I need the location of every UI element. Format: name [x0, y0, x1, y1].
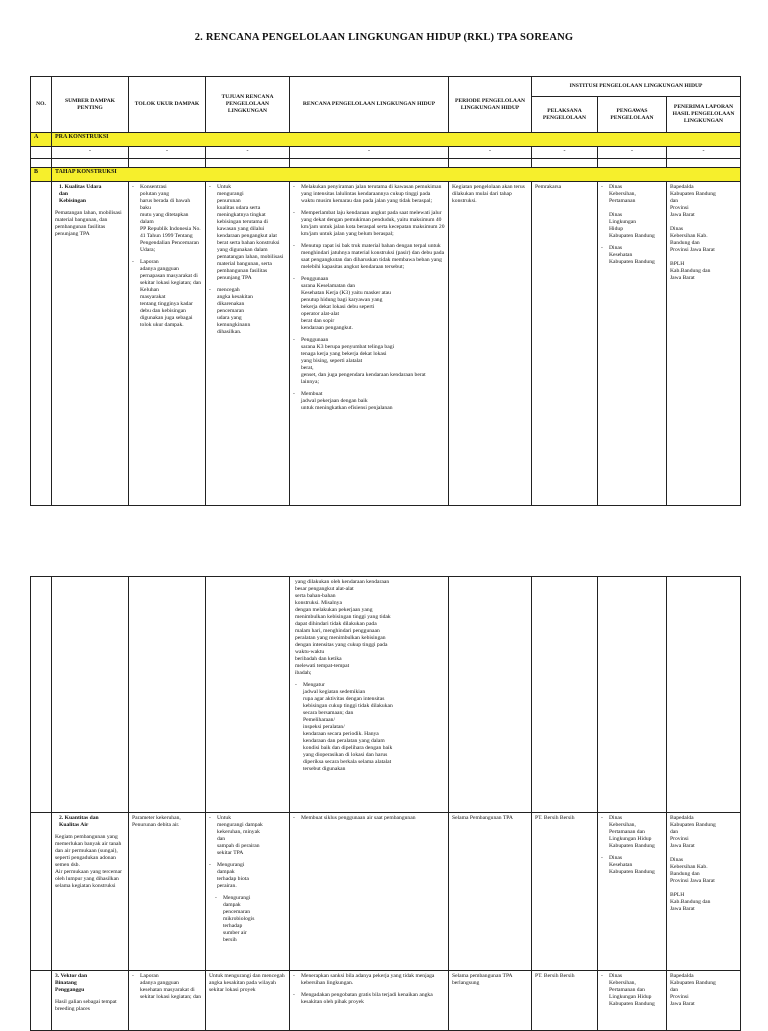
section-row-a — [31, 133, 741, 147]
rencana-cell: - Melakukan penyiraman jalan terutama di kawasan pemukiman yang intensitas lalulintas kendaraannya cukup tinggi pada waktu musim kemarau dan pada jalan yang tidak beraspal; - Memperlambat laju kendaraan angkut pada saat melewati jalur yang dekat dengan pemukiman penduduk, yaitu maksimum 40 km/jam untuk jalan kota beraspal serta kecepatan maksimum 20 km/jam untuk jalan yang belum beraspal; - Menutup rapat isi bak truk material bahan dengan terpal untuk menghindari jatuhnya material konstruksi (pasir) dan debu pada saat pengangkutan dan diharuskan tidak membawa beban yang melebihi kapasitas angkut kendaraan tersebut; - Penggunaan sarana Keselamatan dan Kesehatan Kerja (K3) yaitu masker atau penutup hidung bagi karyawan yang bekerja dekat lokasi debu seperti operator alat-alat berat dan sopir kendaraan pengangkut. - Penggunaan sarana K3 berupa penyumbat telinga bagi tenaga kerja yang bekerja dekat lokasi yang bising, seperti alatalat berat, genset, dan juga pengendara kendaraan kendaraan berat lainnya; - Membuat jadwal pekerjaan dengan baik untuk meningkatkan efisiensi penjalanan — [290, 181, 449, 505]
impact-title: 1. Kualitas Udara dan Kebisingan — [59, 183, 102, 204]
tujuan-cell: Untuk mengurangi dan mencegah angka kesakitan pada wilayah sekitar lokasi proyek — [206, 971, 290, 1031]
impact-title: 2. Kuantitas dan Kualitas Air — [59, 815, 99, 828]
header-tujuan: TUJUAN RENCANA PENGELOLAAN LINGKUNGAN — [206, 77, 290, 133]
pengawas-cell: - Dinas Kebersihan, Pertamanan dan Lingkungan Hidup Kabupaten Bandung — [598, 971, 667, 1031]
table-row — [31, 971, 741, 1031]
header-no: NO. — [31, 77, 52, 133]
penerima-cell: Bapedalda Kabupaten Bandung dan Provinsi Jawa Barat Dinas Kebersihan Kab. Bandung dan Provinsi Jawa Barat BPLH Kab.Bandung dan Jawa Barat — [667, 181, 741, 505]
tolok-cell: Parameter kekeruhan, Penurunan debita air. — [129, 813, 206, 971]
dash-cell: - — [667, 146, 741, 158]
rkl-table-page-2 — [30, 576, 741, 1031]
header-pengawas: PENGAWAS PENGELOLAAN — [598, 97, 667, 133]
header-periode: PERIODE PENGELOLAAN LINGKUNGAN HIDUP — [449, 77, 532, 133]
section-a-empty-row — [31, 146, 741, 158]
header-rencana: RENCANA PENGELOLAAN LINGKUNGAN HIDUP — [290, 77, 449, 133]
dash-cell: - — [206, 146, 290, 158]
dash-cell: - — [532, 146, 598, 158]
dash-cell: - — [449, 146, 532, 158]
rencana-cell: - Menerapkan sanksi bila adanya pekerja yang tidak menjaga kebersihan lingkungan. - Mengadakan pengobatan gratis bila terjadi kenaikan angka kesakitan oleh pihak proyek — [290, 971, 449, 1031]
tujuan-cell: - Untuk mengurangi penurunan kualitas udara serta meningkatnya tingkat kebisingan terutama di kawasan yang dilalui kendaraan pengangkut alat berat serta bahan konstruksi yang digunakan dalam pematangan lahan, mobilisasi material bangunan, serta pembangunan fasilitas penunjang TPA - mencegah angka kesakitan dikarenakan pencemaran udara yang kemungkinann dihasilkan. — [206, 181, 290, 505]
rkl-table-page-1 — [30, 76, 741, 506]
table-row — [31, 813, 741, 971]
table-row — [31, 181, 741, 505]
dash-cell: - — [290, 146, 449, 158]
header-institusi: INSTITUSI PENGELOLAAN LINGKUNGAN HIDUP — [532, 77, 741, 97]
header-tolok: TOLOK UKUR DAMPAK — [129, 77, 206, 133]
impact-title: 3. Vektor dan Binatang Pengganggu — [55, 973, 88, 993]
rencana-cell: yang dilakukan oleh kendaraan kendaraan besar pengangkut alat-alat serta bahan-bahan konstruksi. Misalnya dengan melakukan pekerjaan yang menimbulkan kebisingan tinggi yang tidak dapat dihindari tidak dilakukan pada malam hari, menghindari penggunaan peralatan yang menimbulkan kebisingan dengan intensitas yang cukup tinggi pada waktu-waktu beribadah dan ketika melewati tempat-tempat ibadah; - Mengatur jadwal kegiatan sedemikian rupa agar aktivitas dengan intensitas kebisingan cukup tinggi tidak dilakukan secara bersamaan; dan Pemeliharaan/ inspeksi peralatan/ kendaraan secara periodik. Hanya kendaraan dan peralatan yang dalam kondisi baik dan dipelihara dengan baik yang dioperasikan di lokasi dan harus diperiksa secara berkala selama alatalat tersebut digunakan — [290, 577, 449, 813]
sumber-cell: 3. Vektor dan Binatang Pengganggu Hasil galian sebagai tempat breeding places — [52, 971, 129, 1031]
rencana-cell: - Membuat siklus penggunaan air saat pembangunan — [290, 813, 449, 971]
dash-cell: - — [598, 146, 667, 158]
sumber-cell: 2. Kuantitas dan Kualitas Air Kegiatn pembangunan yang memerlukan banyak air tanah dan air permukaan (sungai), seperti pengadukan adonan semen dsb. Air permukaan yang tercemar oleh lumpur yang dihasilkan selama kegiatan konstruksi — [52, 813, 129, 971]
tujuan-cell: - Untuk mengurangi dampak kekeruhan, minyak dan sampah di perairan sekitar TPA - Mengurangi dampak terhadap biota perairan. - Mengurangi dampak pencemaran mikrobiologis terhadap sumber air bersih — [206, 813, 290, 971]
dash-cell: - — [52, 146, 129, 158]
section-row-b — [31, 167, 741, 181]
section-a-label: PRA KONSTRUKSI — [52, 133, 741, 147]
periode-cell: Kegiatan pengelolaan akan terus dilakukan mulai dari tahap konstruksi. — [449, 181, 532, 505]
dash-cell: - — [129, 146, 206, 158]
periode-cell: Selama pembangunan TPA berlangsung — [449, 971, 532, 1031]
pelaksana-cell: Pemrakarsa — [532, 181, 598, 505]
section-a-no: A — [31, 133, 52, 147]
tolok-cell: - Laporan adanya gangguan kesehatan masyarakat di sekitar lokasi kegiatan; dan — [129, 971, 206, 1031]
tolok-cell: - Konsentrasi polutan yang harus berada di bawah baku mutu yang ditetapkan dalam PP Republik Indonesia No. 41 Tahun 1999 Tentang Pengendalian Pencemaran Udara; - Laporan adanya gangguan pernapasan masyarakat di sekitar lokasi kegiatan; dan Keluhan masyarakat tentang tingginya kadar debu dan kebisingan digunakan juga sebagai tolok ukur dampak. — [129, 181, 206, 505]
periode-cell: Selama Pembangunan TPA — [449, 813, 532, 971]
sumber-cell: 1. Kualitas Udara dan Kebisingan Pematangan lahan, mobilisasi material bangunan, dan pembangunan fasilitas penunjang TPA — [52, 181, 129, 505]
pelaksana-cell: PT. Bersih Bersih — [532, 971, 598, 1031]
header-pelaksana: PELAKSANA PENGELOLAAN — [532, 97, 598, 133]
section-b-no: B — [31, 167, 52, 181]
header-sumber: SUMBER DAMPAK PENTING — [52, 77, 129, 133]
pengawas-cell: - Dinas Kebersihan, Pertamanan Dinas Lingkungan Hidup Kabupaten Bandung - Dinas Kesehatan Kabupaten Bandung — [598, 181, 667, 505]
pengawas-cell: - Dinas Kebersihan, Pertamanan dan Lingkungan Hidup Kabupaten Bandung - Dinas Kesehatan Kabupaten Bandung — [598, 813, 667, 971]
section-b-label: TAHAP KONSTRUKSI — [52, 167, 741, 181]
document-title: 2. RENCANA PENGELOLAAN LINGKUNGAN HIDUP (RKL) TPA SOREANG — [194, 32, 574, 43]
header-penerima: PENERIMA LAPORAN HASIL PENGELOLAAN LINGKUNGAN — [667, 97, 741, 133]
table-row — [31, 577, 741, 813]
section-a-spacer-row — [31, 158, 741, 167]
penerima-cell: Bapedalda Kabupaten Bandung dan Provinsi Jawa Barat Dinas Kebersihan Kab. Bandung dan Provinsi Jawa Barat BPLH Kab.Bandung dan Jawa Barat — [667, 813, 741, 971]
pelaksana-cell: PT. Bersih Bersih — [532, 813, 598, 971]
penerima-cell: Bapedalda Kabupaten Bandung dan Provinsi Jawa Barat — [667, 971, 741, 1031]
